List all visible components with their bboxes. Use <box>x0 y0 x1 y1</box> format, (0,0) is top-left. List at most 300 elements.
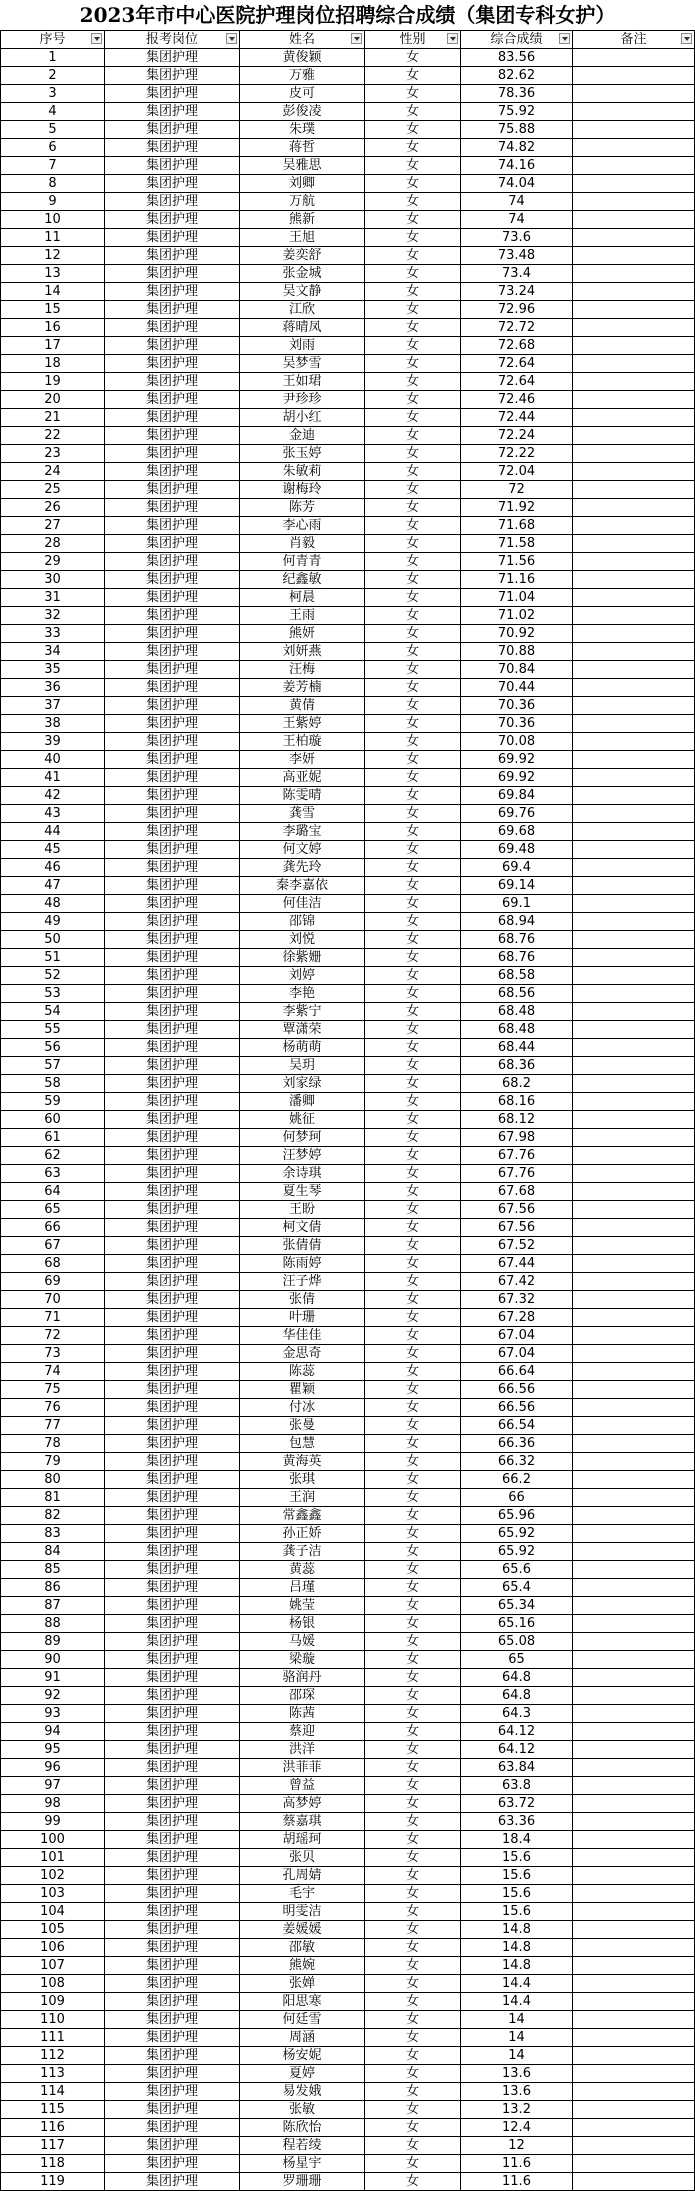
score-cell[interactable]: 65.34 <box>461 1597 573 1615</box>
index-cell[interactable]: 77 <box>1 1417 105 1435</box>
remark-cell[interactable] <box>573 175 695 193</box>
remark-cell[interactable] <box>573 661 695 679</box>
gender-cell[interactable]: 女 <box>365 1813 461 1831</box>
remark-cell[interactable] <box>573 1327 695 1345</box>
remark-cell[interactable] <box>573 193 695 211</box>
gender-cell[interactable]: 女 <box>365 1291 461 1309</box>
name-cell[interactable]: 张琪 <box>240 1471 365 1489</box>
name-cell[interactable]: 陈欣怡 <box>240 2119 365 2137</box>
remark-cell[interactable] <box>573 1147 695 1165</box>
remark-cell[interactable] <box>573 841 695 859</box>
name-cell[interactable]: 刘卿 <box>240 175 365 193</box>
remark-cell[interactable] <box>573 1687 695 1705</box>
post-cell[interactable]: 集团护理 <box>105 1435 240 1453</box>
post-cell[interactable]: 集团护理 <box>105 1255 240 1273</box>
score-cell[interactable]: 66.54 <box>461 1417 573 1435</box>
gender-cell[interactable]: 女 <box>365 535 461 553</box>
name-cell[interactable]: 汪梦婷 <box>240 1147 365 1165</box>
gender-cell[interactable]: 女 <box>365 1723 461 1741</box>
name-cell[interactable]: 孙正娇 <box>240 1525 365 1543</box>
post-cell[interactable]: 集团护理 <box>105 1021 240 1039</box>
gender-cell[interactable]: 女 <box>365 625 461 643</box>
name-cell[interactable]: 邵琛 <box>240 1687 365 1705</box>
gender-cell[interactable]: 女 <box>365 1273 461 1291</box>
remark-cell[interactable] <box>573 769 695 787</box>
remark-cell[interactable] <box>573 1021 695 1039</box>
index-cell[interactable]: 45 <box>1 841 105 859</box>
score-cell[interactable]: 64.12 <box>461 1723 573 1741</box>
index-cell[interactable]: 38 <box>1 715 105 733</box>
index-cell[interactable]: 49 <box>1 913 105 931</box>
name-cell[interactable]: 姚征 <box>240 1111 365 1129</box>
index-cell[interactable]: 116 <box>1 2119 105 2137</box>
score-cell[interactable]: 72.68 <box>461 337 573 355</box>
gender-cell[interactable]: 女 <box>365 1795 461 1813</box>
post-cell[interactable]: 集团护理 <box>105 859 240 877</box>
score-cell[interactable]: 67.28 <box>461 1309 573 1327</box>
index-cell[interactable]: 44 <box>1 823 105 841</box>
name-cell[interactable]: 梁璇 <box>240 1651 365 1669</box>
gender-cell[interactable]: 女 <box>365 1597 461 1615</box>
name-cell[interactable]: 张玉婷 <box>240 445 365 463</box>
index-cell[interactable]: 87 <box>1 1597 105 1615</box>
name-cell[interactable]: 刘妍燕 <box>240 643 365 661</box>
gender-cell[interactable]: 女 <box>365 121 461 139</box>
name-cell[interactable]: 阳思寒 <box>240 1993 365 2011</box>
gender-cell[interactable]: 女 <box>365 1255 461 1273</box>
remark-cell[interactable] <box>573 1885 695 1903</box>
score-cell[interactable]: 14 <box>461 2047 573 2065</box>
score-cell[interactable]: 71.56 <box>461 553 573 571</box>
gender-cell[interactable]: 女 <box>365 499 461 517</box>
post-cell[interactable]: 集团护理 <box>105 1039 240 1057</box>
post-cell[interactable]: 集团护理 <box>105 337 240 355</box>
remark-cell[interactable] <box>573 1291 695 1309</box>
remark-cell[interactable] <box>573 1057 695 1075</box>
index-cell[interactable]: 71 <box>1 1309 105 1327</box>
remark-cell[interactable] <box>573 247 695 265</box>
score-cell[interactable]: 74.04 <box>461 175 573 193</box>
remark-cell[interactable] <box>573 1309 695 1327</box>
score-cell[interactable]: 70.92 <box>461 625 573 643</box>
remark-cell[interactable] <box>573 427 695 445</box>
post-cell[interactable]: 集团护理 <box>105 1093 240 1111</box>
name-cell[interactable]: 刘悦 <box>240 931 365 949</box>
column-header-gender[interactable]: 性别 <box>365 31 461 49</box>
name-cell[interactable]: 何青青 <box>240 553 365 571</box>
index-cell[interactable]: 8 <box>1 175 105 193</box>
remark-cell[interactable] <box>573 1993 695 2011</box>
score-cell[interactable]: 73.24 <box>461 283 573 301</box>
post-cell[interactable]: 集团护理 <box>105 931 240 949</box>
gender-cell[interactable]: 女 <box>365 751 461 769</box>
score-cell[interactable]: 72.24 <box>461 427 573 445</box>
post-cell[interactable]: 集团护理 <box>105 1939 240 1957</box>
name-cell[interactable]: 夏生琴 <box>240 1183 365 1201</box>
name-cell[interactable]: 张金城 <box>240 265 365 283</box>
remark-cell[interactable] <box>573 1921 695 1939</box>
gender-cell[interactable]: 女 <box>365 1633 461 1651</box>
index-cell[interactable]: 20 <box>1 391 105 409</box>
score-cell[interactable]: 67.76 <box>461 1147 573 1165</box>
remark-cell[interactable] <box>573 967 695 985</box>
post-cell[interactable]: 集团护理 <box>105 247 240 265</box>
filter-dropdown-icon[interactable] <box>681 33 692 44</box>
index-cell[interactable]: 14 <box>1 283 105 301</box>
remark-cell[interactable] <box>573 913 695 931</box>
post-cell[interactable]: 集团护理 <box>105 841 240 859</box>
index-cell[interactable]: 50 <box>1 931 105 949</box>
gender-cell[interactable]: 女 <box>365 1489 461 1507</box>
index-cell[interactable]: 68 <box>1 1255 105 1273</box>
gender-cell[interactable]: 女 <box>365 1381 461 1399</box>
score-cell[interactable]: 64.12 <box>461 1741 573 1759</box>
post-cell[interactable]: 集团护理 <box>105 85 240 103</box>
name-cell[interactable]: 皮可 <box>240 85 365 103</box>
index-cell[interactable]: 72 <box>1 1327 105 1345</box>
index-cell[interactable]: 85 <box>1 1561 105 1579</box>
remark-cell[interactable] <box>573 859 695 877</box>
gender-cell[interactable]: 女 <box>365 1471 461 1489</box>
score-cell[interactable]: 15.6 <box>461 1885 573 1903</box>
name-cell[interactable]: 王如珺 <box>240 373 365 391</box>
score-cell[interactable]: 13.6 <box>461 2065 573 2083</box>
post-cell[interactable]: 集团护理 <box>105 1777 240 1795</box>
score-cell[interactable]: 14 <box>461 2029 573 2047</box>
remark-cell[interactable] <box>573 1849 695 1867</box>
post-cell[interactable]: 集团护理 <box>105 2083 240 2101</box>
name-cell[interactable]: 金迪 <box>240 427 365 445</box>
name-cell[interactable]: 龚雪 <box>240 805 365 823</box>
score-cell[interactable]: 68.36 <box>461 1057 573 1075</box>
post-cell[interactable]: 集团护理 <box>105 1795 240 1813</box>
score-cell[interactable]: 67.56 <box>461 1201 573 1219</box>
name-cell[interactable]: 华佳佳 <box>240 1327 365 1345</box>
post-cell[interactable]: 集团护理 <box>105 1273 240 1291</box>
remark-cell[interactable] <box>573 1543 695 1561</box>
name-cell[interactable]: 程若绫 <box>240 2137 365 2155</box>
index-cell[interactable]: 107 <box>1 1957 105 1975</box>
name-cell[interactable]: 潘卿 <box>240 1093 365 1111</box>
post-cell[interactable]: 集团护理 <box>105 1057 240 1075</box>
remark-cell[interactable] <box>573 121 695 139</box>
remark-cell[interactable] <box>573 1183 695 1201</box>
gender-cell[interactable]: 女 <box>365 805 461 823</box>
score-cell[interactable]: 69.92 <box>461 751 573 769</box>
score-cell[interactable]: 69.1 <box>461 895 573 913</box>
remark-cell[interactable] <box>573 1363 695 1381</box>
index-cell[interactable]: 109 <box>1 1993 105 2011</box>
remark-cell[interactable] <box>573 2065 695 2083</box>
name-cell[interactable]: 马媛 <box>240 1633 365 1651</box>
post-cell[interactable]: 集团护理 <box>105 373 240 391</box>
score-cell[interactable]: 67.04 <box>461 1345 573 1363</box>
index-cell[interactable]: 29 <box>1 553 105 571</box>
index-cell[interactable]: 59 <box>1 1093 105 1111</box>
post-cell[interactable]: 集团护理 <box>105 1885 240 1903</box>
gender-cell[interactable]: 女 <box>365 1237 461 1255</box>
name-cell[interactable]: 邵敏 <box>240 1939 365 1957</box>
index-cell[interactable]: 35 <box>1 661 105 679</box>
remark-cell[interactable] <box>573 1705 695 1723</box>
name-cell[interactable]: 秦李嘉依 <box>240 877 365 895</box>
index-cell[interactable]: 89 <box>1 1633 105 1651</box>
score-cell[interactable]: 65 <box>461 1651 573 1669</box>
remark-cell[interactable] <box>573 1975 695 1993</box>
score-cell[interactable]: 65.08 <box>461 1633 573 1651</box>
score-cell[interactable]: 68.94 <box>461 913 573 931</box>
index-cell[interactable]: 112 <box>1 2047 105 2065</box>
score-cell[interactable]: 71.92 <box>461 499 573 517</box>
remark-cell[interactable] <box>573 805 695 823</box>
score-cell[interactable]: 15.6 <box>461 1849 573 1867</box>
gender-cell[interactable]: 女 <box>365 2083 461 2101</box>
score-cell[interactable]: 68.2 <box>461 1075 573 1093</box>
name-cell[interactable]: 何廷雪 <box>240 2011 365 2029</box>
name-cell[interactable]: 王紫婷 <box>240 715 365 733</box>
gender-cell[interactable]: 女 <box>365 715 461 733</box>
index-cell[interactable]: 40 <box>1 751 105 769</box>
name-cell[interactable]: 熊婉 <box>240 1957 365 1975</box>
score-cell[interactable]: 68.12 <box>461 1111 573 1129</box>
score-cell[interactable]: 11.6 <box>461 2173 573 2191</box>
post-cell[interactable]: 集团护理 <box>105 121 240 139</box>
gender-cell[interactable]: 女 <box>365 877 461 895</box>
score-cell[interactable]: 14.4 <box>461 1975 573 1993</box>
remark-cell[interactable] <box>573 391 695 409</box>
post-cell[interactable]: 集团护理 <box>105 1183 240 1201</box>
post-cell[interactable]: 集团护理 <box>105 607 240 625</box>
remark-cell[interactable] <box>573 2029 695 2047</box>
score-cell[interactable]: 72.64 <box>461 373 573 391</box>
post-cell[interactable]: 集团护理 <box>105 1831 240 1849</box>
post-cell[interactable]: 集团护理 <box>105 1975 240 1993</box>
gender-cell[interactable]: 女 <box>365 1219 461 1237</box>
name-cell[interactable]: 瞿颖 <box>240 1381 365 1399</box>
name-cell[interactable]: 吴雅思 <box>240 157 365 175</box>
index-cell[interactable]: 74 <box>1 1363 105 1381</box>
name-cell[interactable]: 张曼 <box>240 1417 365 1435</box>
index-cell[interactable]: 11 <box>1 229 105 247</box>
gender-cell[interactable]: 女 <box>365 2101 461 2119</box>
gender-cell[interactable]: 女 <box>365 1975 461 1993</box>
remark-cell[interactable] <box>573 1669 695 1687</box>
remark-cell[interactable] <box>573 679 695 697</box>
remark-cell[interactable] <box>573 895 695 913</box>
name-cell[interactable]: 胡瑶珂 <box>240 1831 365 1849</box>
index-cell[interactable]: 4 <box>1 103 105 121</box>
gender-cell[interactable]: 女 <box>365 661 461 679</box>
post-cell[interactable]: 集团护理 <box>105 193 240 211</box>
name-cell[interactable]: 谢梅玲 <box>240 481 365 499</box>
post-cell[interactable]: 集团护理 <box>105 967 240 985</box>
index-cell[interactable]: 99 <box>1 1813 105 1831</box>
remark-cell[interactable] <box>573 355 695 373</box>
name-cell[interactable]: 陈雨婷 <box>240 1255 365 1273</box>
name-cell[interactable]: 王旭 <box>240 229 365 247</box>
remark-cell[interactable] <box>573 1345 695 1363</box>
index-cell[interactable]: 98 <box>1 1795 105 1813</box>
gender-cell[interactable]: 女 <box>365 517 461 535</box>
gender-cell[interactable]: 女 <box>365 1525 461 1543</box>
remark-cell[interactable] <box>573 1651 695 1669</box>
gender-cell[interactable]: 女 <box>365 1453 461 1471</box>
gender-cell[interactable]: 女 <box>365 1021 461 1039</box>
score-cell[interactable]: 72.04 <box>461 463 573 481</box>
remark-cell[interactable] <box>573 1093 695 1111</box>
gender-cell[interactable]: 女 <box>365 589 461 607</box>
gender-cell[interactable]: 女 <box>365 283 461 301</box>
name-cell[interactable]: 陈芳 <box>240 499 365 517</box>
name-cell[interactable]: 姜媛媛 <box>240 1921 365 1939</box>
name-cell[interactable]: 姜芳楠 <box>240 679 365 697</box>
post-cell[interactable]: 集团护理 <box>105 2119 240 2137</box>
remark-cell[interactable] <box>573 319 695 337</box>
gender-cell[interactable]: 女 <box>365 211 461 229</box>
gender-cell[interactable]: 女 <box>365 1039 461 1057</box>
gender-cell[interactable]: 女 <box>365 2137 461 2155</box>
score-cell[interactable]: 73.48 <box>461 247 573 265</box>
post-cell[interactable]: 集团护理 <box>105 211 240 229</box>
post-cell[interactable]: 集团护理 <box>105 535 240 553</box>
index-cell[interactable]: 60 <box>1 1111 105 1129</box>
name-cell[interactable]: 熊妍 <box>240 625 365 643</box>
gender-cell[interactable]: 女 <box>365 175 461 193</box>
gender-cell[interactable]: 女 <box>365 1435 461 1453</box>
remark-cell[interactable] <box>573 2155 695 2173</box>
score-cell[interactable]: 69.76 <box>461 805 573 823</box>
score-cell[interactable]: 63.36 <box>461 1813 573 1831</box>
index-cell[interactable]: 19 <box>1 373 105 391</box>
index-cell[interactable]: 52 <box>1 967 105 985</box>
gender-cell[interactable]: 女 <box>365 607 461 625</box>
index-cell[interactable]: 32 <box>1 607 105 625</box>
index-cell[interactable]: 18 <box>1 355 105 373</box>
score-cell[interactable]: 11.6 <box>461 2155 573 2173</box>
score-cell[interactable]: 63.72 <box>461 1795 573 1813</box>
gender-cell[interactable]: 女 <box>365 1993 461 2011</box>
score-cell[interactable]: 67.04 <box>461 1327 573 1345</box>
gender-cell[interactable]: 女 <box>365 67 461 85</box>
gender-cell[interactable]: 女 <box>365 139 461 157</box>
score-cell[interactable]: 69.14 <box>461 877 573 895</box>
remark-cell[interactable] <box>573 571 695 589</box>
post-cell[interactable]: 集团护理 <box>105 1381 240 1399</box>
score-cell[interactable]: 66.56 <box>461 1399 573 1417</box>
post-cell[interactable]: 集团护理 <box>105 157 240 175</box>
remark-cell[interactable] <box>573 1255 695 1273</box>
gender-cell[interactable]: 女 <box>365 1615 461 1633</box>
score-cell[interactable]: 69.92 <box>461 769 573 787</box>
index-cell[interactable]: 12 <box>1 247 105 265</box>
index-cell[interactable]: 64 <box>1 1183 105 1201</box>
score-cell[interactable]: 18.4 <box>461 1831 573 1849</box>
score-cell[interactable]: 69.84 <box>461 787 573 805</box>
name-cell[interactable]: 杨星宇 <box>240 2155 365 2173</box>
name-cell[interactable]: 刘家绿 <box>240 1075 365 1093</box>
remark-cell[interactable] <box>573 715 695 733</box>
gender-cell[interactable]: 女 <box>365 355 461 373</box>
gender-cell[interactable]: 女 <box>365 157 461 175</box>
score-cell[interactable]: 12.4 <box>461 2119 573 2137</box>
remark-cell[interactable] <box>573 1507 695 1525</box>
post-cell[interactable]: 集团护理 <box>105 301 240 319</box>
remark-cell[interactable] <box>573 139 695 157</box>
remark-cell[interactable] <box>573 67 695 85</box>
remark-cell[interactable] <box>573 589 695 607</box>
name-cell[interactable]: 熊新 <box>240 211 365 229</box>
post-cell[interactable]: 集团护理 <box>105 139 240 157</box>
index-cell[interactable]: 2 <box>1 67 105 85</box>
gender-cell[interactable]: 女 <box>365 679 461 697</box>
score-cell[interactable]: 74.16 <box>461 157 573 175</box>
name-cell[interactable]: 明雯洁 <box>240 1903 365 1921</box>
score-cell[interactable]: 74 <box>461 193 573 211</box>
index-cell[interactable]: 48 <box>1 895 105 913</box>
gender-cell[interactable]: 女 <box>365 895 461 913</box>
name-cell[interactable]: 陈茜 <box>240 1705 365 1723</box>
gender-cell[interactable]: 女 <box>365 391 461 409</box>
post-cell[interactable]: 集团护理 <box>105 1543 240 1561</box>
gender-cell[interactable]: 女 <box>365 319 461 337</box>
remark-cell[interactable] <box>573 2137 695 2155</box>
score-cell[interactable]: 73.6 <box>461 229 573 247</box>
score-cell[interactable]: 67.68 <box>461 1183 573 1201</box>
name-cell[interactable]: 陈蕊 <box>240 1363 365 1381</box>
name-cell[interactable]: 肖毅 <box>240 535 365 553</box>
remark-cell[interactable] <box>573 1399 695 1417</box>
post-cell[interactable]: 集团护理 <box>105 2011 240 2029</box>
score-cell[interactable]: 72.44 <box>461 409 573 427</box>
gender-cell[interactable]: 女 <box>365 2029 461 2047</box>
index-cell[interactable]: 31 <box>1 589 105 607</box>
post-cell[interactable]: 集团护理 <box>105 625 240 643</box>
remark-cell[interactable] <box>573 2083 695 2101</box>
index-cell[interactable]: 13 <box>1 265 105 283</box>
post-cell[interactable]: 集团护理 <box>105 1993 240 2011</box>
post-cell[interactable]: 集团护理 <box>105 319 240 337</box>
gender-cell[interactable]: 女 <box>365 787 461 805</box>
name-cell[interactable]: 刘婷 <box>240 967 365 985</box>
post-cell[interactable]: 集团护理 <box>105 1633 240 1651</box>
gender-cell[interactable]: 女 <box>365 1561 461 1579</box>
name-cell[interactable]: 余诗琪 <box>240 1165 365 1183</box>
post-cell[interactable]: 集团护理 <box>105 1489 240 1507</box>
post-cell[interactable]: 集团护理 <box>105 2047 240 2065</box>
name-cell[interactable]: 王润 <box>240 1489 365 1507</box>
index-cell[interactable]: 24 <box>1 463 105 481</box>
column-header-post[interactable]: 报考岗位 <box>105 31 240 49</box>
post-cell[interactable]: 集团护理 <box>105 1147 240 1165</box>
index-cell[interactable]: 76 <box>1 1399 105 1417</box>
name-cell[interactable]: 龚子洁 <box>240 1543 365 1561</box>
post-cell[interactable]: 集团护理 <box>105 1651 240 1669</box>
score-cell[interactable]: 71.68 <box>461 517 573 535</box>
remark-cell[interactable] <box>573 49 695 67</box>
name-cell[interactable]: 姜奕舒 <box>240 247 365 265</box>
gender-cell[interactable]: 女 <box>365 1309 461 1327</box>
remark-cell[interactable] <box>573 625 695 643</box>
score-cell[interactable]: 69.48 <box>461 841 573 859</box>
remark-cell[interactable] <box>573 1201 695 1219</box>
index-cell[interactable]: 91 <box>1 1669 105 1687</box>
gender-cell[interactable]: 女 <box>365 1147 461 1165</box>
post-cell[interactable]: 集团护理 <box>105 751 240 769</box>
name-cell[interactable]: 王雨 <box>240 607 365 625</box>
name-cell[interactable]: 龚先玲 <box>240 859 365 877</box>
score-cell[interactable]: 66.36 <box>461 1435 573 1453</box>
index-cell[interactable]: 63 <box>1 1165 105 1183</box>
